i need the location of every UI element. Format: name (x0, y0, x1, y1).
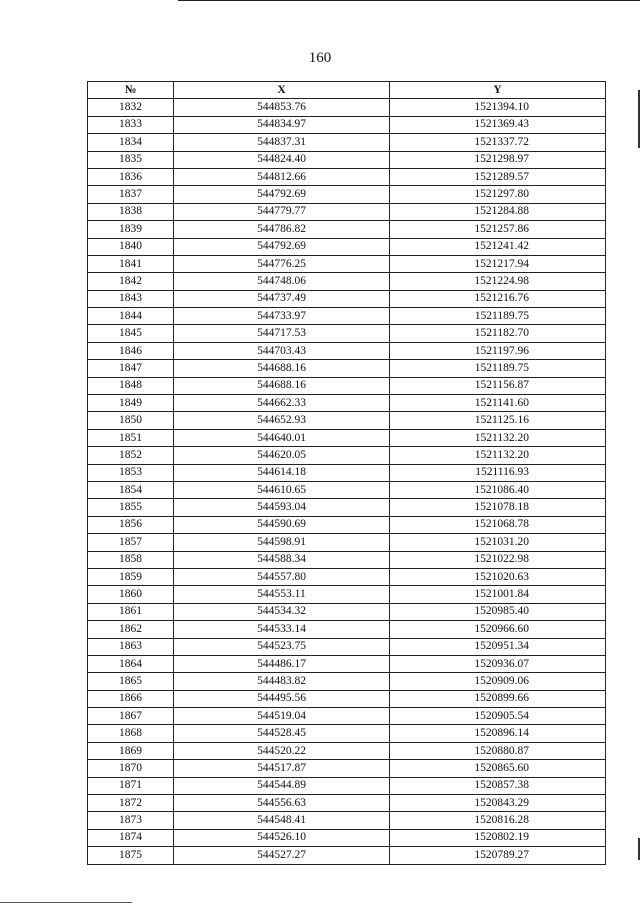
table-row (88, 168, 606, 185)
x-coordinate-cell: 544528.45 (174, 725, 390, 742)
point-number-cell: 1865 (88, 673, 174, 690)
x-coordinate-cell: 544620.05 (174, 447, 390, 464)
y-coordinate-cell: 1520865.60 (390, 760, 606, 777)
y-coordinate-cell: 1521241.42 (390, 238, 606, 255)
table-row (88, 534, 606, 551)
table-row (88, 603, 606, 620)
y-coordinate-cell: 1521020.63 (390, 568, 606, 585)
x-coordinate-cell: 544523.75 (174, 638, 390, 655)
table-row (88, 516, 606, 533)
y-coordinate-cell: 1521031.20 (390, 534, 606, 551)
table-row (88, 377, 606, 394)
point-number-cell: 1874 (88, 829, 174, 846)
y-coordinate-cell: 1520936.07 (390, 655, 606, 672)
x-coordinate-cell: 544717.53 (174, 325, 390, 342)
table-row (88, 638, 606, 655)
y-coordinate-cell: 1521337.72 (390, 134, 606, 151)
point-number-cell: 1849 (88, 395, 174, 412)
table-row (88, 238, 606, 255)
y-coordinate-cell: 1521197.96 (390, 342, 606, 359)
y-coordinate-cell: 1521284.88 (390, 203, 606, 220)
point-number-cell: 1855 (88, 499, 174, 516)
table-row (88, 325, 606, 342)
x-coordinate-cell: 544824.40 (174, 151, 390, 168)
table-row (88, 760, 606, 777)
y-coordinate-cell: 1521141.60 (390, 395, 606, 412)
table-row (88, 429, 606, 446)
point-number-cell: 1863 (88, 638, 174, 655)
point-number-cell: 1833 (88, 116, 174, 133)
point-number-cell: 1870 (88, 760, 174, 777)
y-coordinate-cell: 1520905.54 (390, 708, 606, 725)
x-coordinate-cell: 544486.17 (174, 655, 390, 672)
x-coordinate-cell: 544688.16 (174, 360, 390, 377)
table-row (88, 186, 606, 203)
table-row (88, 621, 606, 638)
point-number-cell: 1866 (88, 690, 174, 707)
x-coordinate-cell: 544548.41 (174, 812, 390, 829)
point-number-cell: 1832 (88, 99, 174, 116)
table-row (88, 203, 606, 220)
x-coordinate-cell: 544526.10 (174, 829, 390, 846)
y-coordinate-cell: 1521224.98 (390, 273, 606, 290)
point-number-cell: 1857 (88, 534, 174, 551)
x-coordinate-cell: 544792.69 (174, 186, 390, 203)
point-number-cell: 1860 (88, 586, 174, 603)
table-row (88, 847, 606, 864)
table-row (88, 395, 606, 412)
y-coordinate-cell: 1521217.94 (390, 255, 606, 272)
y-coordinate-cell: 1521125.16 (390, 412, 606, 429)
y-coordinate-cell: 1521068.78 (390, 516, 606, 533)
point-number-cell: 1851 (88, 429, 174, 446)
x-coordinate-cell: 544640.01 (174, 429, 390, 446)
x-coordinate-cell: 544837.31 (174, 134, 390, 151)
table-row (88, 464, 606, 481)
point-number-cell: 1854 (88, 481, 174, 498)
y-coordinate-cell: 1521116.93 (390, 464, 606, 481)
point-number-cell: 1839 (88, 221, 174, 238)
table-row (88, 99, 606, 116)
table-row (88, 151, 606, 168)
table-row (88, 290, 606, 307)
column-header-y: Y (390, 82, 606, 99)
top-border-line (178, 0, 640, 1)
y-coordinate-cell: 1521189.75 (390, 308, 606, 325)
table-row (88, 255, 606, 272)
point-number-cell: 1836 (88, 168, 174, 185)
point-number-cell: 1838 (88, 203, 174, 220)
point-number-cell: 1850 (88, 412, 174, 429)
x-coordinate-cell: 544483.82 (174, 673, 390, 690)
table-row (88, 742, 606, 759)
table-row (88, 481, 606, 498)
point-number-cell: 1862 (88, 621, 174, 638)
x-coordinate-cell: 544517.87 (174, 760, 390, 777)
point-number-cell: 1856 (88, 516, 174, 533)
x-coordinate-cell: 544610.65 (174, 481, 390, 498)
y-coordinate-cell: 1521297.80 (390, 186, 606, 203)
point-number-cell: 1869 (88, 742, 174, 759)
x-coordinate-cell: 544733.97 (174, 308, 390, 325)
x-coordinate-cell: 544527.27 (174, 847, 390, 864)
table-row (88, 777, 606, 794)
coordinates-table (87, 81, 606, 865)
table-row (88, 447, 606, 464)
bottom-border-line (0, 902, 132, 903)
x-coordinate-cell: 544519.04 (174, 708, 390, 725)
x-coordinate-cell: 544786.82 (174, 221, 390, 238)
x-coordinate-cell: 544598.91 (174, 534, 390, 551)
y-coordinate-cell: 1521132.20 (390, 429, 606, 446)
table-row (88, 360, 606, 377)
y-coordinate-cell: 1521289.57 (390, 168, 606, 185)
y-coordinate-cell: 1520843.29 (390, 795, 606, 812)
x-coordinate-cell: 544834.97 (174, 116, 390, 133)
point-number-cell: 1835 (88, 151, 174, 168)
y-coordinate-cell: 1520909.06 (390, 673, 606, 690)
x-coordinate-cell: 544779.77 (174, 203, 390, 220)
x-coordinate-cell: 544544.89 (174, 777, 390, 794)
point-number-cell: 1848 (88, 377, 174, 394)
point-number-cell: 1858 (88, 551, 174, 568)
x-coordinate-cell: 544748.06 (174, 273, 390, 290)
x-coordinate-cell: 544553.11 (174, 586, 390, 603)
point-number-cell: 1843 (88, 290, 174, 307)
point-number-cell: 1846 (88, 342, 174, 359)
point-number-cell: 1867 (88, 708, 174, 725)
y-coordinate-cell: 1520951.34 (390, 638, 606, 655)
table-row (88, 116, 606, 133)
table-row (88, 273, 606, 290)
y-coordinate-cell: 1521216.76 (390, 290, 606, 307)
table-row (88, 221, 606, 238)
y-coordinate-cell: 1520899.66 (390, 690, 606, 707)
table-row (88, 568, 606, 585)
y-coordinate-cell: 1521086.40 (390, 481, 606, 498)
point-number-cell: 1864 (88, 655, 174, 672)
table-row (88, 551, 606, 568)
table-header-row (88, 82, 606, 99)
point-number-cell: 1847 (88, 360, 174, 377)
x-coordinate-cell: 544776.25 (174, 255, 390, 272)
y-coordinate-cell: 1520857.38 (390, 777, 606, 794)
y-coordinate-cell: 1521369.43 (390, 116, 606, 133)
column-header-number: № (88, 82, 174, 99)
x-coordinate-cell: 544534.32 (174, 603, 390, 620)
y-coordinate-cell: 1520896.14 (390, 725, 606, 742)
x-coordinate-cell: 544614.18 (174, 464, 390, 481)
point-number-cell: 1872 (88, 795, 174, 812)
y-coordinate-cell: 1520789.27 (390, 847, 606, 864)
y-coordinate-cell: 1520985.40 (390, 603, 606, 620)
table-row (88, 499, 606, 516)
x-coordinate-cell: 544792.69 (174, 238, 390, 255)
x-coordinate-cell: 544495.56 (174, 690, 390, 707)
x-coordinate-cell: 544593.04 (174, 499, 390, 516)
table-row (88, 795, 606, 812)
table-row (88, 812, 606, 829)
point-number-cell: 1834 (88, 134, 174, 151)
point-number-cell: 1859 (88, 568, 174, 585)
table-row (88, 134, 606, 151)
x-coordinate-cell: 544520.22 (174, 742, 390, 759)
table-row (88, 308, 606, 325)
point-number-cell: 1845 (88, 325, 174, 342)
y-coordinate-cell: 1521257.86 (390, 221, 606, 238)
point-number-cell: 1861 (88, 603, 174, 620)
point-number-cell: 1868 (88, 725, 174, 742)
y-coordinate-cell: 1521156.87 (390, 377, 606, 394)
x-coordinate-cell: 544812.66 (174, 168, 390, 185)
y-coordinate-cell: 1521394.10 (390, 99, 606, 116)
y-coordinate-cell: 1521182.70 (390, 325, 606, 342)
point-number-cell: 1873 (88, 812, 174, 829)
table-row (88, 342, 606, 359)
point-number-cell: 1837 (88, 186, 174, 203)
x-coordinate-cell: 544557.80 (174, 568, 390, 585)
y-coordinate-cell: 1520816.28 (390, 812, 606, 829)
x-coordinate-cell: 544533.14 (174, 621, 390, 638)
point-number-cell: 1842 (88, 273, 174, 290)
y-coordinate-cell: 1521189.75 (390, 360, 606, 377)
point-number-cell: 1852 (88, 447, 174, 464)
x-coordinate-cell: 544662.33 (174, 395, 390, 412)
point-number-cell: 1853 (88, 464, 174, 481)
table-row (88, 673, 606, 690)
table-row (88, 655, 606, 672)
x-coordinate-cell: 544588.34 (174, 551, 390, 568)
x-coordinate-cell: 544590.69 (174, 516, 390, 533)
page-number: 160 (308, 50, 332, 66)
y-coordinate-cell: 1521022.98 (390, 551, 606, 568)
y-coordinate-cell: 1521001.84 (390, 586, 606, 603)
column-header-x: X (174, 82, 390, 99)
x-coordinate-cell: 544703.43 (174, 342, 390, 359)
point-number-cell: 1841 (88, 255, 174, 272)
table-row (88, 708, 606, 725)
y-coordinate-cell: 1520802.19 (390, 829, 606, 846)
x-coordinate-cell: 544652.93 (174, 412, 390, 429)
point-number-cell: 1871 (88, 777, 174, 794)
table-row (88, 690, 606, 707)
x-coordinate-cell: 544556.63 (174, 795, 390, 812)
point-number-cell: 1844 (88, 308, 174, 325)
table-row (88, 829, 606, 846)
point-number-cell: 1840 (88, 238, 174, 255)
table-row (88, 412, 606, 429)
table-row (88, 586, 606, 603)
point-number-cell: 1875 (88, 847, 174, 864)
y-coordinate-cell: 1521298.97 (390, 151, 606, 168)
y-coordinate-cell: 1521132.20 (390, 447, 606, 464)
table-body (88, 99, 606, 864)
y-coordinate-cell: 1521078.18 (390, 499, 606, 516)
y-coordinate-cell: 1520880.87 (390, 742, 606, 759)
x-coordinate-cell: 544737.49 (174, 290, 390, 307)
x-coordinate-cell: 544853.76 (174, 99, 390, 116)
y-coordinate-cell: 1520966.60 (390, 621, 606, 638)
x-coordinate-cell: 544688.16 (174, 377, 390, 394)
table-row (88, 725, 606, 742)
